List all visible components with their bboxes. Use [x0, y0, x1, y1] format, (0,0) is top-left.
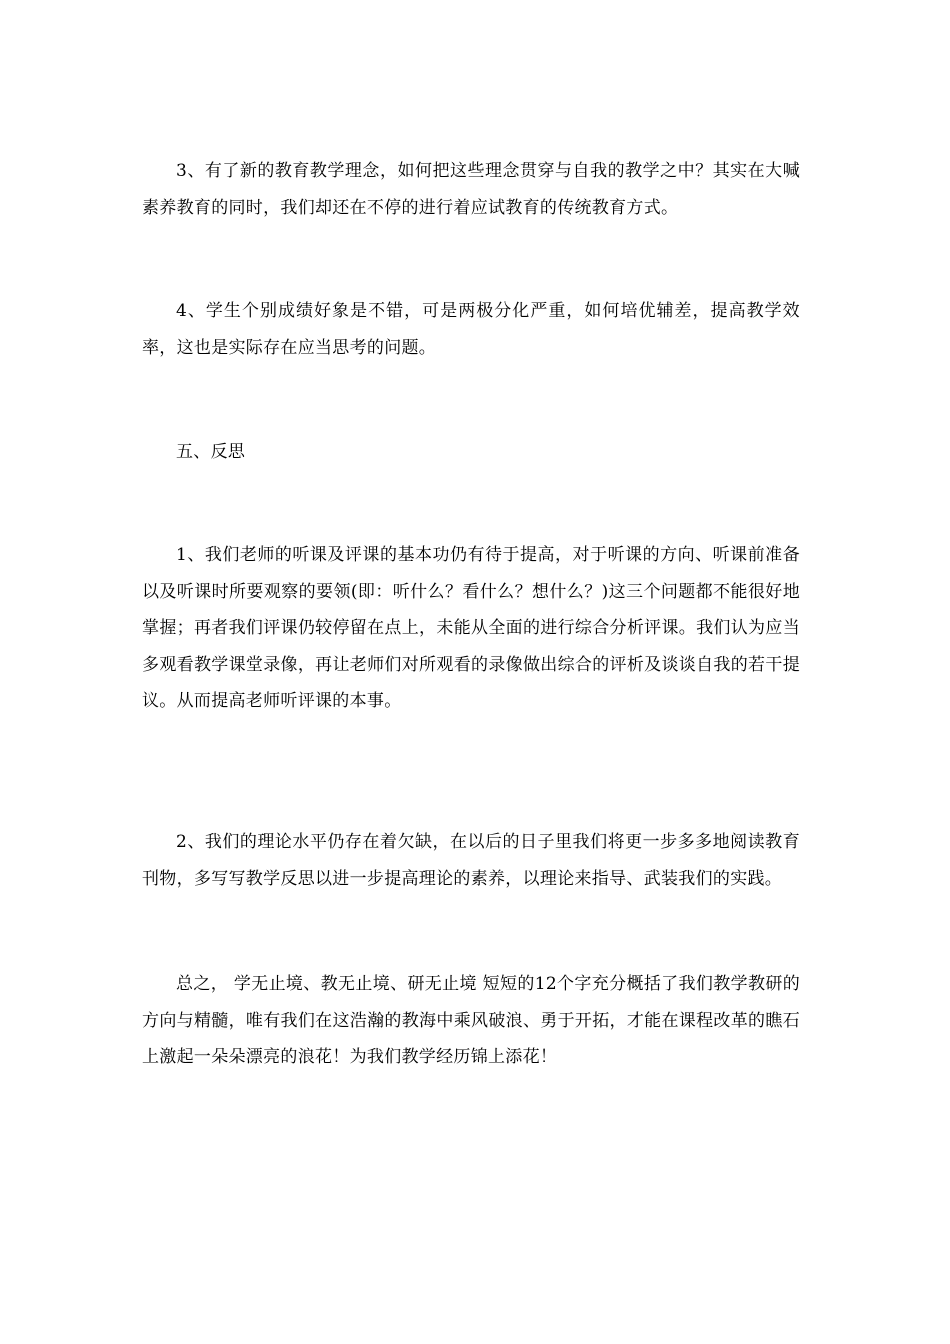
paragraph-conclusion: 总之， 学无止境、教无止境、研无止境 短短的12个字充分概括了我们教学教研的方向与精髓，唯有我们在这浩瀚的教海中乘风破浪、勇于开拓，才能在课程改革的瞧石上激起一朵朵漂亮的浪花！为我们教学经历锦上添花！	[142, 974, 800, 1067]
paragraph-reflection-2: 2、我们的理论水平仍存在着欠缺，在以后的日子里我们将更一步多多地阅读教育刊物，多写写教学反思以进一步提高理论的素养，以理论来指导、武装我们的实践。	[142, 832, 800, 889]
section-heading-reflection: 五、反思	[176, 442, 246, 462]
paragraph-item-4: 4、学生个别成绩好象是不错，可是两极分化严重，如何培优辅差，提高教学效率，这也是实际存在应当思考的问题。	[142, 301, 800, 358]
paragraph-reflection-1: 1、我们老师的听课及评课的基本功仍有待于提高，对于听课的方向、听课前准备以及听课时所要观察的要领(即：听什么？看什么？想什么？)这三个问题都不能很好地掌握；再者我们评课仍较停留在点上，未能从全面的进行综合分析评课。我们认为应当多观看教学课堂录像，再让老师们对所观看的录像做出综合的评析及谈谈自我的若干提议。从而提高老师听评课的本事。	[142, 545, 800, 711]
paragraph-item-3: 3、有了新的教育教学理念，如何把这些理念贯穿与自我的教学之中？其实在大喊素养教育的同时，我们却还在不停的进行着应试教育的传统教育方式。	[142, 161, 800, 218]
